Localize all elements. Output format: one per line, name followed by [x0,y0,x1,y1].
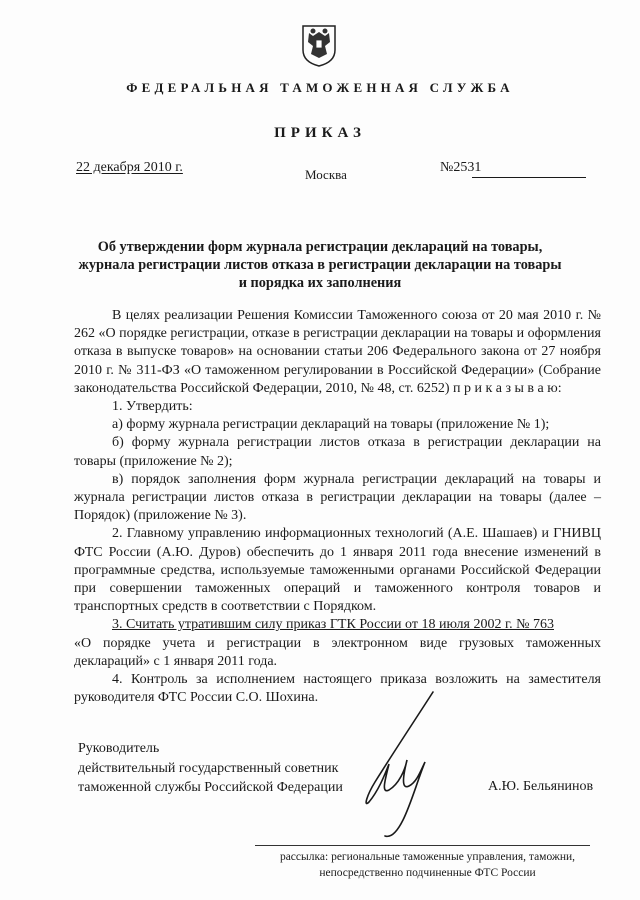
title-line: Об утверждении форм журнала регистрации деклараций на товары, [97,239,543,255]
distribution-divider [255,845,590,846]
distribution-list [255,849,600,881]
state-emblem-icon [299,20,339,68]
item-2: 2. Главному управлению информационных технологий (А.Е. Шашаев) и ГНИВЦ ФТС России (А.Ю. Дуров) обеспечить до 1 января 2011 года внесение изменений в программные средства, используемые таможенными органами Российской Федерации при совершении таможенных операций и таможенного контроля товаров и транспортных средств в соответствии с Порядком. [74,526,601,615]
item-3-continued: «О порядке учета и регистрации в электронном виде грузовых таможенных деклараций» с 1 января 2011 года. [74,635,601,669]
number-label: № [440,160,454,175]
document-body [74,307,601,707]
signatory-name: А.Ю. Бельянинов [488,779,594,794]
item-1c: в) порядок заполнения форм журнала регистрации деклараций на товары и журнала регистрации листов отказа в регистрации декларации на товары (далее – Порядок) (приложение № 3). [74,471,601,524]
signatory-line: таможенной службы Российской Федерации [78,780,343,795]
signatory-line: действительный государственный советник [78,760,339,776]
document-type: ПРИКАЗ [274,125,366,141]
title-line: и порядка их заполнения [238,275,402,291]
distribution-line: рассылка: региональные таможенные управления, таможни, [279,851,576,863]
document-title [50,238,590,292]
handwritten-signature-icon [355,690,445,840]
item-3 [74,616,601,634]
document-city: Москва [305,167,347,182]
item-4: 4. Контроль за исполнением настоящего приказа возложить на заместителя руководителя ФТС России С.О. Шохина. [74,672,601,706]
item-1b: б) форму журнала регистрации листов отказа в регистрации декларации на товары (приложение № 2); [74,435,601,469]
signatory-line: Руководитель [78,741,160,756]
number-value: 2531 [453,160,482,175]
agency-name: ФЕДЕРАЛЬНАЯ ТАМОЖЕННАЯ СЛУЖБА [126,80,514,95]
item-1a: а) форму журнала регистрации деклараций на товары (приложение № 1); [112,417,550,433]
signatory-title [78,739,343,798]
document-number [440,160,481,176]
item-1: 1. Утвердить: [112,399,193,415]
title-line: журнала регистрации листов отказа в регистрации декларации на товары [78,257,562,273]
number-underline [472,177,586,178]
preamble-paragraph: В целях реализации Решения Комиссии Таможенного союза от 20 мая 2010 г. № 262 «О порядке регистрации, отказе в регистрации декларации на товары и оформления отказа в выпуске товаров» на основании статьи 206 Федерального закона от 27 ноября 2010 г. № 311-ФЗ «О таможенном регулировании в Российской Федерации» (Собрание законодательства Российской Федерации, 2010, № 48, ст. 6252) п р и к а з ы в а ю: [74,308,601,396]
document-date: 22 декабря 2010 г. [76,160,183,175]
distribution-line: непосредственно подчиненные ФТС России [319,867,536,879]
item-3-underlined: 3. Считать утратившим силу приказ ГТК России от 18 июля 2002 г. № 763 [112,617,554,633]
